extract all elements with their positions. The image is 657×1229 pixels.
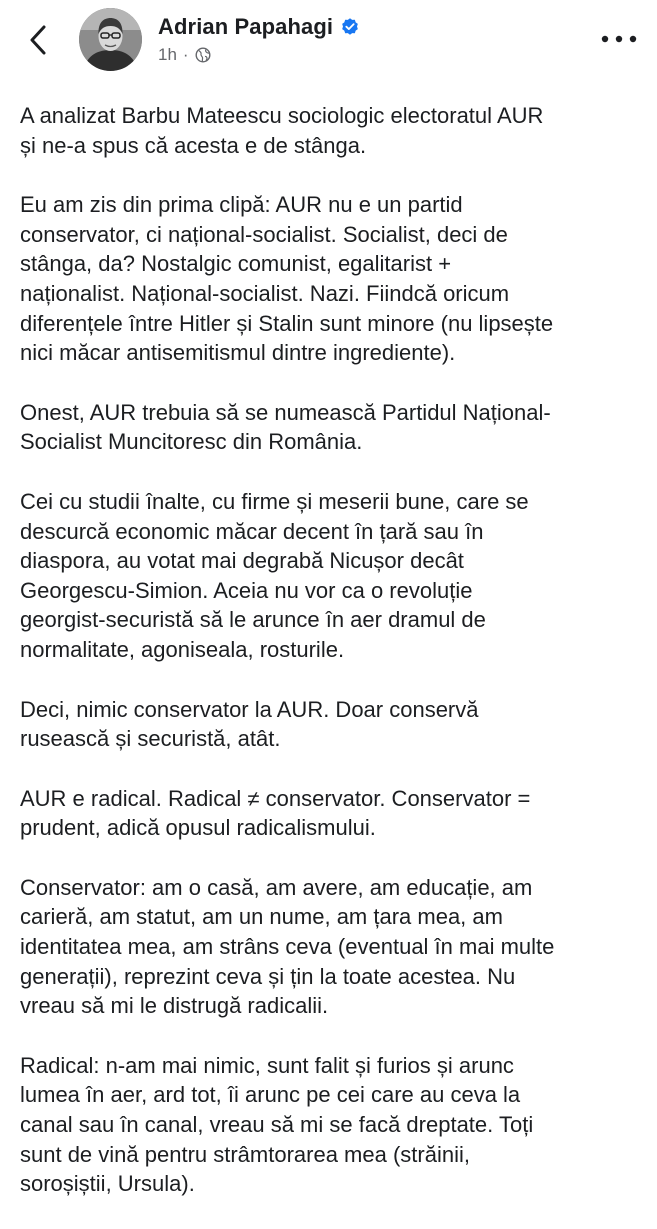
post-paragraph <box>20 190 637 368</box>
text-line: Onest, AUR trebuia să se numească Partidul Național- <box>20 399 551 425</box>
text-line: identitatea mea, am strâns ceva (eventual în mai multe <box>20 934 555 960</box>
text-line: descurcă economic măcar decent în țară sau în <box>20 518 484 544</box>
text-line: Deci, nimic conservator la AUR. Doar conservă <box>20 696 479 722</box>
post-paragraph <box>20 873 637 1021</box>
back-button[interactable] <box>18 18 58 62</box>
more-horizontal-icon <box>601 35 637 43</box>
author-name[interactable]: Adrian Papahagi <box>158 14 334 39</box>
text-line: soroșiștii, Ursula). <box>20 1171 195 1197</box>
text-line: Radical: n-am mai nimic, sunt falit și furios și arunc <box>20 1052 514 1078</box>
text-line: Conservator: am o casă, am avere, am educație, am <box>20 874 533 900</box>
text-line: normalitate, agoniseala, rosturile. <box>20 636 345 662</box>
text-line: rusească și securistă, atât. <box>20 726 281 752</box>
text-line: Socialist Muncitoresc din România. <box>20 429 363 455</box>
text-line: naționalist. Național-socialist. Nazi. Fiindcă oricum <box>20 280 510 306</box>
text-line: A analizat Barbu Mateescu sociologic electoratul AUR <box>20 103 544 128</box>
globe-icon <box>195 47 211 63</box>
text-line: nici măcar antisemitismul dintre ingrediente). <box>20 340 456 366</box>
text-line: diaspora, au votat mai degrabă Nicușor decât <box>20 548 464 574</box>
chevron-left-icon <box>28 24 48 56</box>
avatar[interactable] <box>79 8 142 71</box>
post-meta <box>158 45 211 65</box>
post-paragraph <box>20 784 637 843</box>
post-text <box>20 101 637 1229</box>
text-line: conservator, ci național-socialist. Socialist, deci de <box>20 221 508 247</box>
post-paragraph <box>20 101 637 160</box>
text-line: vreau să mi le distrugă radicalii. <box>20 993 329 1019</box>
profile-photo <box>79 8 142 71</box>
post-paragraph <box>20 487 637 665</box>
text-line: sunt de vină pentru strâmtorarea mea (străinii, <box>20 1141 470 1167</box>
text-line: generații), reprezint ceva și țin la toate acestea. Nu <box>20 963 516 989</box>
post-paragraph <box>20 1051 637 1199</box>
text-line: georgist-securistă să le arunce în aer dramul de <box>20 607 486 633</box>
text-line: stânga, da? Nostalgic comunist, egalitarist + <box>20 251 452 277</box>
text-line: AUR e radical. Radical ≠ conservator. Conservator = <box>20 785 531 811</box>
text-line: prudent, adică opusul radicalismului. <box>20 815 376 841</box>
text-line: Eu am zis din prima clipă: AUR nu e un partid <box>20 192 463 218</box>
meta-separator: · <box>182 45 189 64</box>
post-paragraph <box>20 695 637 754</box>
post-time[interactable]: 1h <box>158 45 177 64</box>
author-row <box>158 14 360 40</box>
more-options-button[interactable] <box>599 28 639 50</box>
text-line: Cei cu studii înalte, cu firme și meserii bune, care se <box>20 488 529 514</box>
post-header <box>0 0 657 86</box>
text-line: lumea în aer, ard tot, îi arunc pe cei care au ceva la <box>20 1082 521 1108</box>
text-line: diferențele între Hitler și Stalin sunt minore (nu lipsește <box>20 310 554 336</box>
post-paragraph <box>20 398 637 457</box>
text-line: Georgescu-Simion. Aceia nu vor ca o revoluție <box>20 577 473 603</box>
text-line: carieră, am statut, am un nume, am țara mea, am <box>20 904 503 930</box>
text-line: canal sau în canal, vreau să mi se facă dreptate. Toți <box>20 1112 534 1138</box>
verified-badge-icon <box>340 17 360 37</box>
text-line: și ne-a spus că acesta e de stânga. <box>20 132 367 158</box>
